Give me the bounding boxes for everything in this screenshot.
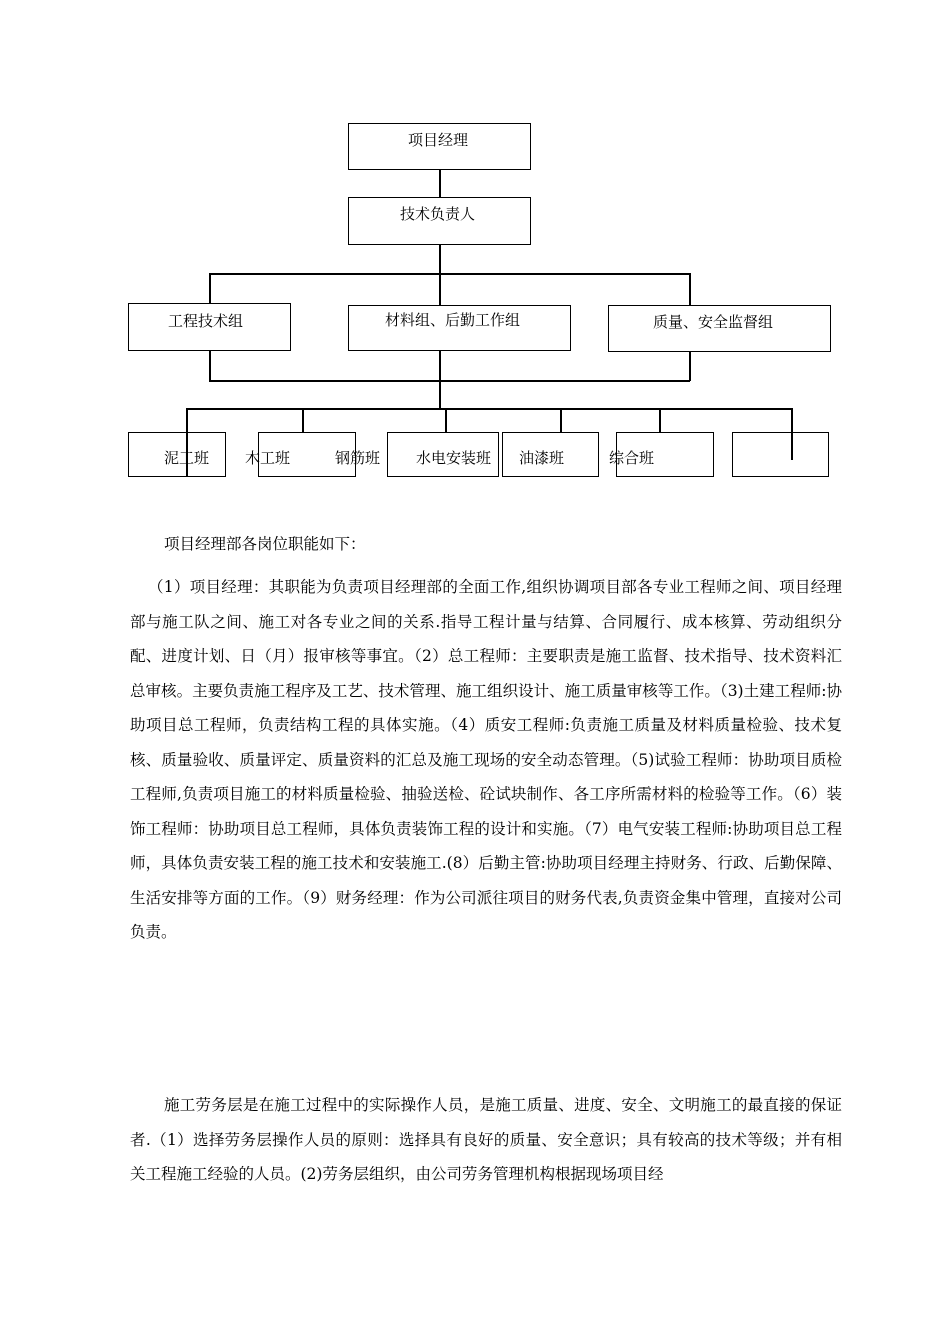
team-label: 油漆班 — [519, 449, 565, 467]
tech-lead-label: 技术负责人 — [400, 205, 476, 223]
team-box — [732, 432, 829, 477]
connector — [209, 351, 211, 381]
connector — [439, 351, 441, 409]
connector — [209, 273, 690, 275]
labor-paragraph: 施工劳务层是在施工过程中的实际操作人员，是施工质量、进度、安全、文明施工的最直接的保证者.（1）选择劳务层操作人员的原则：选择具有良好的质量、安全意识；具有较高的技术等级；并有相关工程施工经验的人员。(2)劳务层组织，由公司劳务管理机构根据现场项目经 — [130, 1096, 842, 1183]
connector — [302, 408, 304, 433]
group-label: 质量、安全监督组 — [653, 313, 774, 331]
duties-paragraph: （1）项目经理：其职能为负责项目经理部的全面工作,组织协调项目部各专业工程师之间、项目经理部与施工队之间、施工对各专业之间的关系.指导工程计量与结算、合同履行、成本核算、劳动组织分配、进度计划、日（月）报审核等事宜。（2）总工程师：主要职责是施工监督、技术指导、技术资料汇总审核。主要负责施工程序及工艺、技术管理、施工组织设计、施工质量审核等工作。（3)土建工程师:协助项目总工程师，负责结构工程的具体实施。（4）质安工程师:负责施工质量及材料质量检验、技术复核、质量验收、质量评定、质量资料的汇总及施工现场的安全动态管理。（5)试验工程师：协助项目质检工程师,负责项目施工的材料质量检验、抽验送检、砼试块制作、各工序所需材料的检验等工作。（6）装饰工程师：协助项目总工程师，具体负责装饰工程的设计和实施。（7）电气安装工程师:协助项目总工程师，具体负责安装工程的施工技术和安装施工.(8）后勤主管:协助项目经理主持财务、行政、后勤保障、生活安排等方面的工作。（9）财务经理：作为公司派往项目的财务代表,负责资金集中管理，直接对公司负责。 — [130, 578, 842, 941]
connector — [439, 170, 441, 197]
connector — [439, 245, 441, 305]
team-label: 泥工班 — [164, 449, 210, 467]
org-chart — [0, 0, 950, 500]
connector — [689, 273, 691, 305]
group-label: 材料组、后勤工作组 — [385, 311, 521, 329]
intro-paragraph: 项目经理部各岗位职能如下： — [164, 535, 366, 553]
team-label: 木工班 — [245, 449, 291, 467]
connector — [689, 352, 691, 381]
team-label: 钢筋班 — [335, 449, 381, 467]
team-label: 综合班 — [609, 449, 655, 467]
connector — [445, 408, 447, 433]
connector — [659, 408, 661, 433]
group-label: 工程技术组 — [168, 312, 244, 330]
connector — [209, 273, 211, 303]
connector — [186, 408, 792, 410]
connector — [209, 380, 690, 382]
team-label: 水电安装班 — [416, 449, 492, 467]
connector — [560, 408, 562, 433]
manager-label: 项目经理 — [408, 131, 469, 149]
